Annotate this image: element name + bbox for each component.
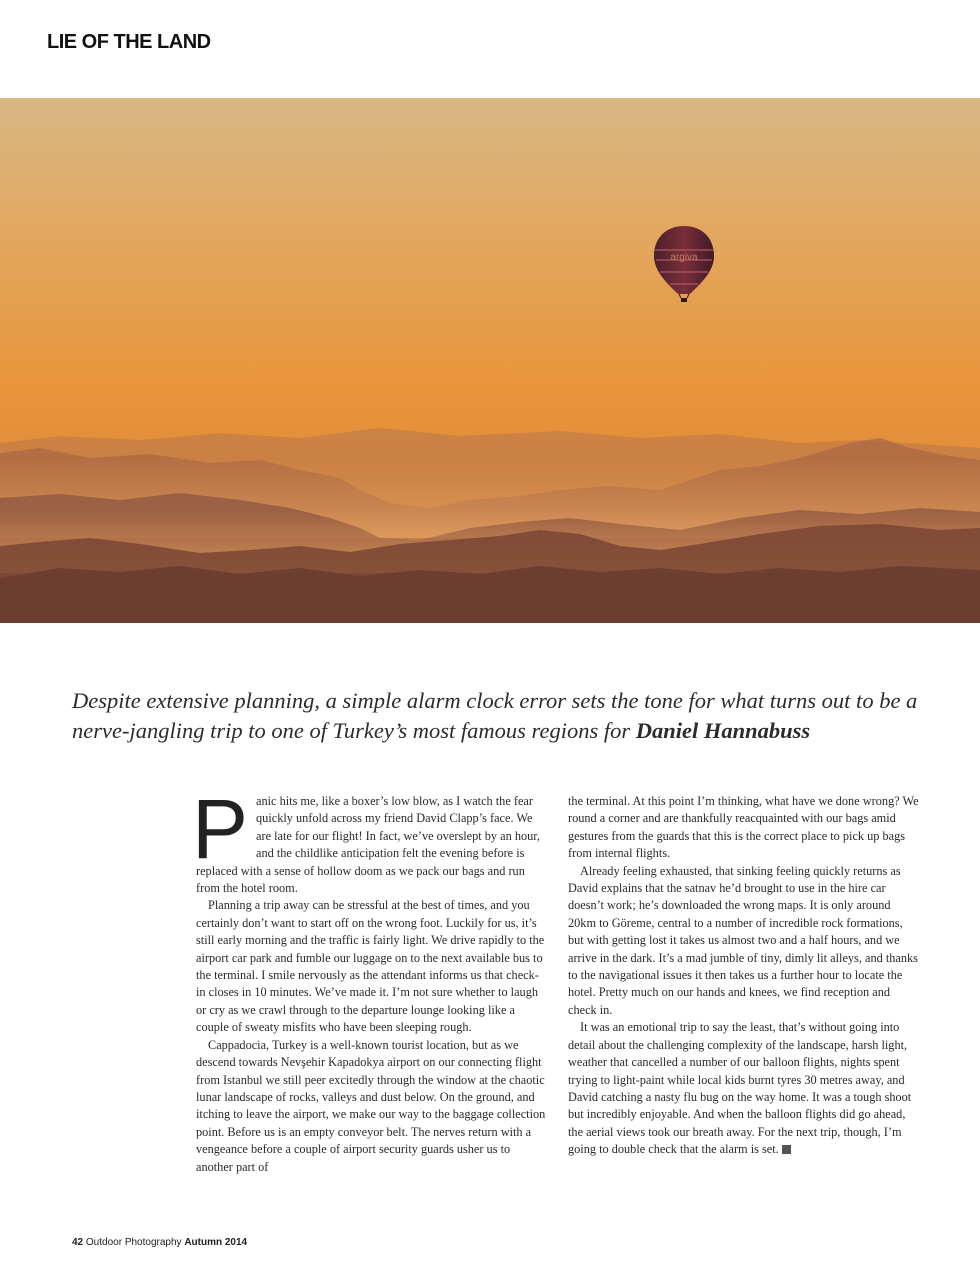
paragraph-2: Planning a trip away can be stressful at the best of times, and you certainly don’t want to start off on the wrong foot. Luckily for us, it’s still early morning and the traffic is fairly light. We drive rapidly to the airport car park and fumble our luggage on to the next available bus to the terminal. I smile nervously as the attendant informs us that check-in closes in 10 minutes. We’ve made it. I’m not sure whether to laugh or cry as we crawl through to the departure lounge looking like a couple of sweaty misfits who have been sleeping rough.: [196, 898, 545, 1035]
article-column-right: [568, 793, 920, 1159]
magazine-name: Outdoor Photography: [85, 1237, 182, 1248]
folio: [72, 1237, 247, 1248]
paragraph-1: Panic hits me, like a boxer’s low blow, as I watch the fear quickly unfold across my friend David Clapp’s face. We are late for our flight! In fact, we’ve overslept by an hour, and the childlike anticipation felt the evening before is replaced with a sense of hollow doom as we pack our bags and run from the hotel room.: [192, 782, 540, 896]
hot-air-balloon-landscape-image: [0, 98, 980, 623]
paragraph-6: It was an emotional trip to say the least, that’s without going into detail about the challenging complexity of the landscape, harsh light, weather that cancelled a number of our balloon flights, nights spent trying to light-paint while local kids burnt tyres 30 metres away, and David catching a nasty flu bug on the way home. It was a tough shoot but incredibly enjoyable. And when the balloon flights did go ahead, the aerial views took our breath away. For the next trip, though, I’m going to double check that the alarm is set.: [568, 1020, 912, 1157]
end-mark-icon: [782, 1145, 791, 1154]
drop-cap: P: [192, 782, 249, 876]
article-column-left: [192, 782, 548, 1176]
paragraph-5: Already feeling exhausted, that sinking feeling quickly returns as David explains that the satnav he’d brought to use in the hire car doesn’t work; he’s downloaded the wrong maps. It is only around 20km to Göreme, central to a number of incredible rock formations, but with getting lost it takes us almost two and a half hours, and we arrive in the dark. It’s a mad jumble of tiny, dimly lit alleys, and thanks to the navigational issues it then takes us a further hour to locate the hotel. Pretty much on our hands and knees, we find reception and check in.: [568, 863, 918, 1017]
foreground-hills: [0, 566, 980, 623]
standfirst: [72, 686, 932, 746]
section-header: LIE OF THE LAND: [47, 31, 211, 53]
issue-name: Autumn 2014: [184, 1237, 248, 1248]
svg-text:argiva: argiva: [670, 252, 698, 263]
standfirst-text: Despite extensive planning, a simple alarm clock error sets the tone for what turns out to be a nerve-jangling trip to one of Turkey’s most famous regions for: [72, 688, 918, 743]
author-name: Daniel Hannabuss: [635, 718, 811, 743]
page-number: 42: [72, 1237, 84, 1248]
paragraph-3: Cappadocia, Turkey is a well-known tourist location, but as we descend towards Nevşehir Kapadokya airport on our connecting flight from Istanbul we still peer excitedly through the window at the chaotic lunar landscape of rocks, valleys and dust below. On the ground, and itching to leave the airport, we make our way to the baggage collection point. Before us is an empty conveyor belt. The nerves return with a vengeance before a couple of airport security guards usher us to another part of: [196, 1037, 546, 1174]
paragraph-4: the terminal. At this point I’m thinking, what have we done wrong? We round a corner and are thankfully reacquainted with our bags amid gestures from the guards that this is the correct place to pick up bags from internal flights.: [568, 794, 919, 861]
hero-photo: [0, 98, 980, 623]
